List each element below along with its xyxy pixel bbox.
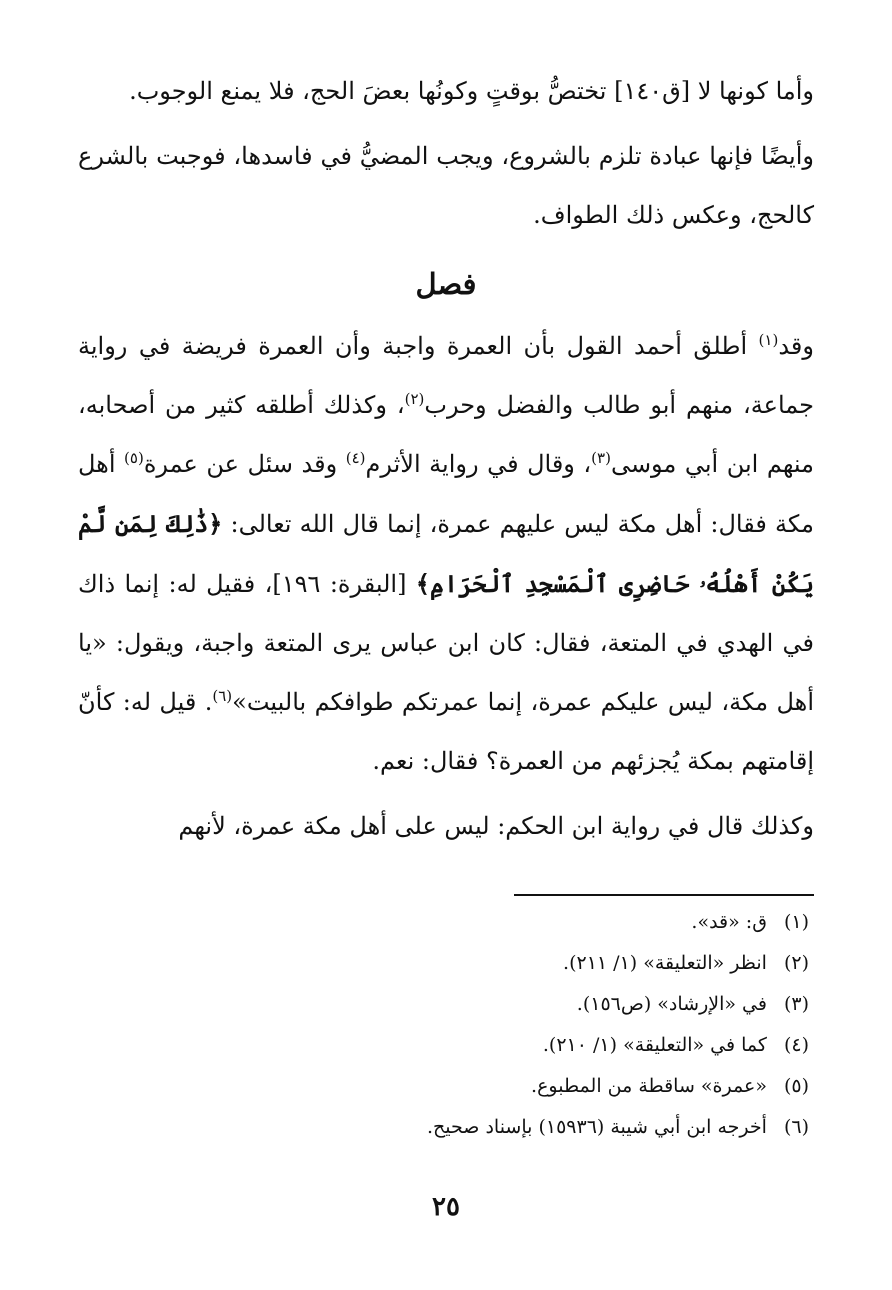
footnote-text: كما في «التعليقة» (١/ ٢١٠). (542, 1034, 767, 1056)
text-span: أطلق أحمد القول بأن العمرة واجبة وأن العمرة فريضة في رواية جماعة، منهم أبو طالب والفضل وحرب (78, 332, 815, 419)
footnote (78, 902, 809, 943)
paragraph-3 (78, 317, 814, 791)
quran-verse: ﴿ذَٰلِكَ لِمَن لَّمْ يَكُنْ أَهْلُهُۥ حَاضِرِى ٱلْمَسْجِدِ ٱلْحَرَامِ﴾ (78, 509, 815, 598)
footnote (78, 943, 809, 984)
text-span: وقد (778, 332, 814, 360)
footnote-ref-5: (٥) (124, 449, 144, 467)
page-number: ٢٥ (432, 1192, 460, 1222)
footnote-text: في «الإرشاد» (ص١٥٦). (576, 993, 767, 1015)
footnote-ref-2: (٢) (404, 390, 425, 408)
text-span: ، وكذلك أطلقه كثير من أصحابه، منهم ابن أبي موسى (78, 391, 814, 478)
footnote-ref-4: (٤) (345, 449, 366, 467)
section-heading: فصل (415, 267, 477, 301)
footnote (78, 1025, 809, 1066)
footnote (78, 1107, 809, 1148)
paragraph-1: وأما كونها لا [ق١٤٠] تختصُّ بوقتٍ وكونُها بعضَ الحج، فلا يمنع الوجوب. (129, 77, 814, 105)
text-span: أهل مكة فقال: أهل مكة ليس عليهم عمرة، إنما قال الله تعالى: (78, 450, 814, 538)
footnote (78, 984, 809, 1025)
text-span: . قيل له: كأنّ إقامتهم بمكة يُجزئهم من العمرة؟ فقال: نعم. (78, 688, 814, 775)
footnote-ref-6: (٦) (212, 687, 233, 705)
footnote-text: أخرجه ابن أبي شيبة (١٥٩٣٦) بإسناد صحيح. (426, 1116, 767, 1138)
footnote-separator (514, 894, 814, 896)
footnote-ref-1: (١) (758, 331, 779, 349)
footnote-text: «عمرة» ساقطة من المطبوع. (531, 1075, 767, 1097)
text-span: وقد سئل عن عمرة (143, 450, 346, 478)
footnote-ref-3: (٣) (591, 449, 611, 467)
paragraph-2: وأيضًا فإنها عبادة تلزم بالشروع، ويجب المضيُّ في فاسدها، فوجبت بالشرع كالحج، وعكس ذلك الطواف. (78, 142, 814, 229)
footnote-number: (٦) (783, 1116, 809, 1138)
footnote-number: (١) (783, 911, 809, 933)
text-span: [البقرة: ١٩٦]، فقيل له: إنما ذاك في الهدي في المتعة، فقال: كان ابن عباس يرى المتعة واجبة، ويقول: «يا أهل مكة، ليس عليكم عمرة، إنما عمرتكم طوافكم بالبيت» (78, 570, 814, 716)
footnote-number: (٥) (783, 1075, 809, 1097)
footnotes-list (78, 902, 814, 1148)
footnote-number: (٤) (783, 1034, 809, 1056)
footnote-text: انظر «التعليقة» (١/ ٢١١). (563, 952, 767, 974)
footnote-text: ق: «قد». (691, 911, 767, 933)
footnote-number: (٢) (783, 952, 809, 974)
footnote (78, 1066, 809, 1107)
text-span: ، وقال في رواية الأثرم (365, 450, 592, 478)
paragraph-4: وكذلك قال في رواية ابن الحكم: ليس على أهل مكة عمرة، لأنهم (178, 812, 814, 840)
footnote-number: (٣) (783, 993, 809, 1015)
